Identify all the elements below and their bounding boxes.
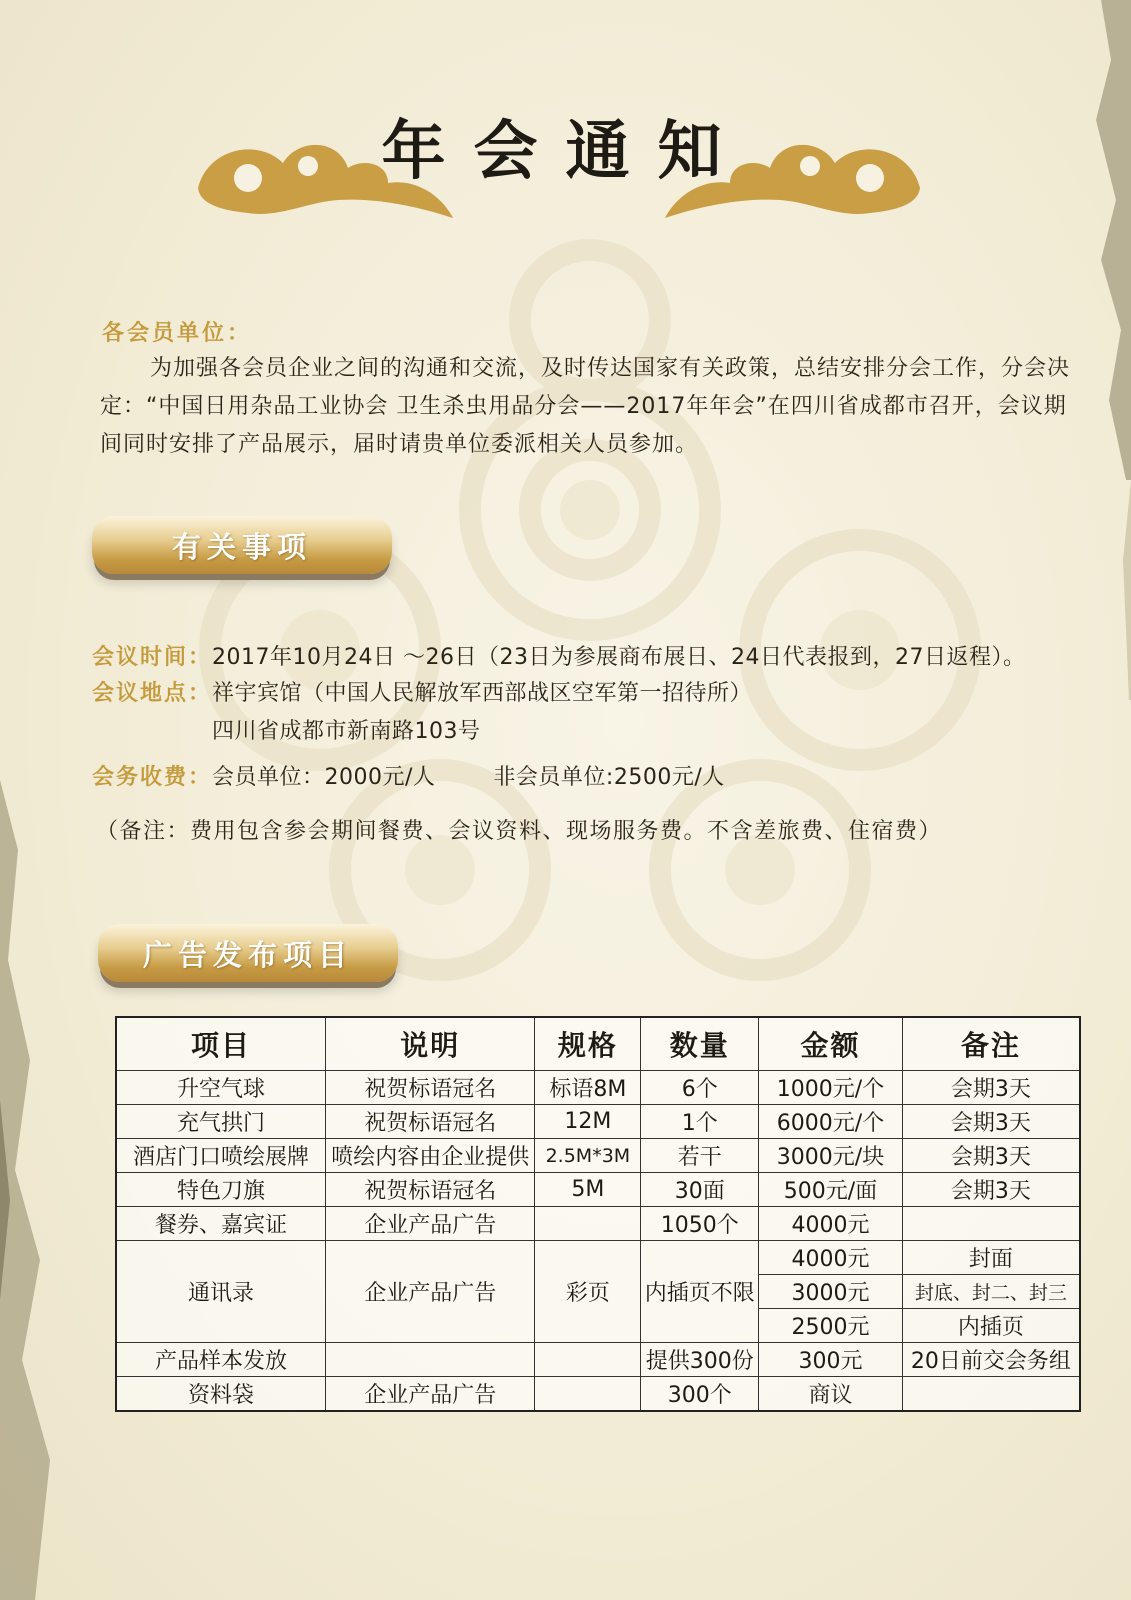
cell-spec: 标语8M — [535, 1071, 641, 1105]
cell-desc — [325, 1343, 534, 1377]
cell-item: 特色刀旗 — [116, 1173, 325, 1207]
section-header-matters: 有关事项 — [92, 516, 392, 574]
table-row — [116, 1173, 1080, 1207]
meeting-time-row — [92, 640, 1025, 671]
header-note: 备注 — [902, 1017, 1080, 1071]
cell-note: 封底、封二、封三 — [902, 1275, 1080, 1309]
cell-item: 餐券、嘉宾证 — [116, 1207, 325, 1241]
cell-desc: 祝贺标语冠名 — [325, 1105, 534, 1139]
cell-price: 4000元 — [759, 1207, 903, 1241]
cell-qty: 6个 — [641, 1071, 759, 1105]
cell-price: 1000元/个 — [759, 1071, 903, 1105]
cell-desc: 企业产品广告 — [325, 1241, 534, 1343]
page-title: 年会通知 — [381, 115, 750, 189]
header-price: 金额 — [759, 1017, 903, 1071]
cell-item: 酒店门口喷绘展牌 — [116, 1139, 325, 1173]
cell-price: 6000元/个 — [759, 1105, 903, 1139]
table-header-row — [116, 1017, 1080, 1071]
cell-spec: 12M — [535, 1105, 641, 1139]
ad-items-table — [115, 1016, 1081, 1412]
header-spec: 规格 — [535, 1017, 641, 1071]
cell-desc: 祝贺标语冠名 — [325, 1071, 534, 1105]
cell-qty: 内插页不限 — [641, 1241, 759, 1343]
cell-note: 会期3天 — [902, 1071, 1080, 1105]
cell-note — [902, 1207, 1080, 1241]
table-row — [116, 1377, 1080, 1412]
cell-price: 300元 — [759, 1343, 903, 1377]
cell-spec: 彩页 — [535, 1241, 641, 1343]
cell-price: 500元/面 — [759, 1173, 903, 1207]
cell-note: 封面 — [902, 1241, 1080, 1275]
header-qty: 数量 — [641, 1017, 759, 1071]
cell-price: 3000元 — [759, 1275, 903, 1309]
table-row — [116, 1139, 1080, 1173]
cell-qty: 300个 — [641, 1377, 759, 1412]
cell-item: 资料袋 — [116, 1377, 325, 1412]
cell-note: 会期3天 — [902, 1105, 1080, 1139]
table-row — [116, 1207, 1080, 1241]
table-row — [116, 1105, 1080, 1139]
cell-note: 会期3天 — [902, 1173, 1080, 1207]
cell-desc: 企业产品广告 — [325, 1377, 534, 1412]
cell-desc: 喷绘内容由企业提供 — [325, 1139, 534, 1173]
salutation: 各会员单位： — [102, 321, 253, 346]
cell-qty: 1个 — [641, 1105, 759, 1139]
intro-paragraph — [100, 350, 1075, 464]
cell-note: 会期3天 — [902, 1139, 1080, 1173]
cell-item: 通讯录 — [116, 1241, 325, 1343]
fee-member: 会员单位：2000元/人 — [212, 765, 436, 790]
section-header-ads: 广告发布项目 — [98, 924, 398, 982]
cell-note — [902, 1377, 1080, 1412]
meeting-place-row — [92, 676, 752, 707]
table-row — [116, 1071, 1080, 1105]
fee-note: （备注：费用包含参会期间餐费、会议资料、现场服务费。不含差旅费、住宿费） — [96, 819, 943, 844]
cell-note: 内插页 — [902, 1309, 1080, 1343]
cell-price: 2500元 — [759, 1309, 903, 1343]
cell-item: 充气拱门 — [116, 1105, 325, 1139]
table-row-directory — [116, 1241, 1080, 1275]
meeting-place-label: 会议地点： — [92, 681, 213, 706]
header-desc: 说明 — [325, 1017, 534, 1071]
meeting-time-value: 2017年10月24日 ～26日（23日为参展商布展日、24日代表报到，27日返程）。 — [212, 645, 1026, 670]
cell-price: 3000元/块 — [759, 1139, 903, 1173]
cell-desc: 祝贺标语冠名 — [325, 1173, 534, 1207]
meeting-time-label: 会议时间： — [92, 645, 213, 670]
cell-spec: 5M — [535, 1173, 641, 1207]
meeting-fee-row — [92, 760, 725, 791]
meeting-place-value: 祥宇宾馆（中国人民解放军西部战区空军第一招待所） — [212, 681, 753, 706]
cell-qty: 若干 — [641, 1139, 759, 1173]
meeting-address: 四川省成都市新南路103号 — [212, 719, 481, 744]
cell-price: 4000元 — [759, 1241, 903, 1275]
cell-qty: 1050个 — [641, 1207, 759, 1241]
header-item: 项目 — [116, 1017, 325, 1071]
cell-qty: 提供300份 — [641, 1343, 759, 1377]
cell-spec — [535, 1377, 641, 1412]
cell-item: 产品样本发放 — [116, 1343, 325, 1377]
cell-qty: 30面 — [641, 1173, 759, 1207]
cell-spec: 2.5M*3M — [535, 1139, 641, 1173]
cell-desc: 企业产品广告 — [325, 1207, 534, 1241]
intro-text: 为加强各会员企业之间的沟通和交流，及时传达国家有关政策，总结安排分会工作，分会决定：“中国日用杂品工业协会 卫生杀虫用品分会——2017年年会”在四川省成都市召开，会议期间同时安排了产品展示，届时请贵单位委派相关人员参加。 — [100, 356, 1071, 457]
cell-price: 商议 — [759, 1377, 903, 1412]
cell-spec — [535, 1343, 641, 1377]
cell-spec — [535, 1207, 641, 1241]
cell-note: 20日前交会务组 — [902, 1343, 1080, 1377]
torn-edge-left — [0, 700, 70, 1600]
table-row — [116, 1343, 1080, 1377]
cell-item: 升空气球 — [116, 1071, 325, 1105]
fee-nonmember: 非会员单位:2500元/人 — [493, 765, 725, 790]
meeting-fee-label: 会务收费： — [92, 765, 213, 790]
